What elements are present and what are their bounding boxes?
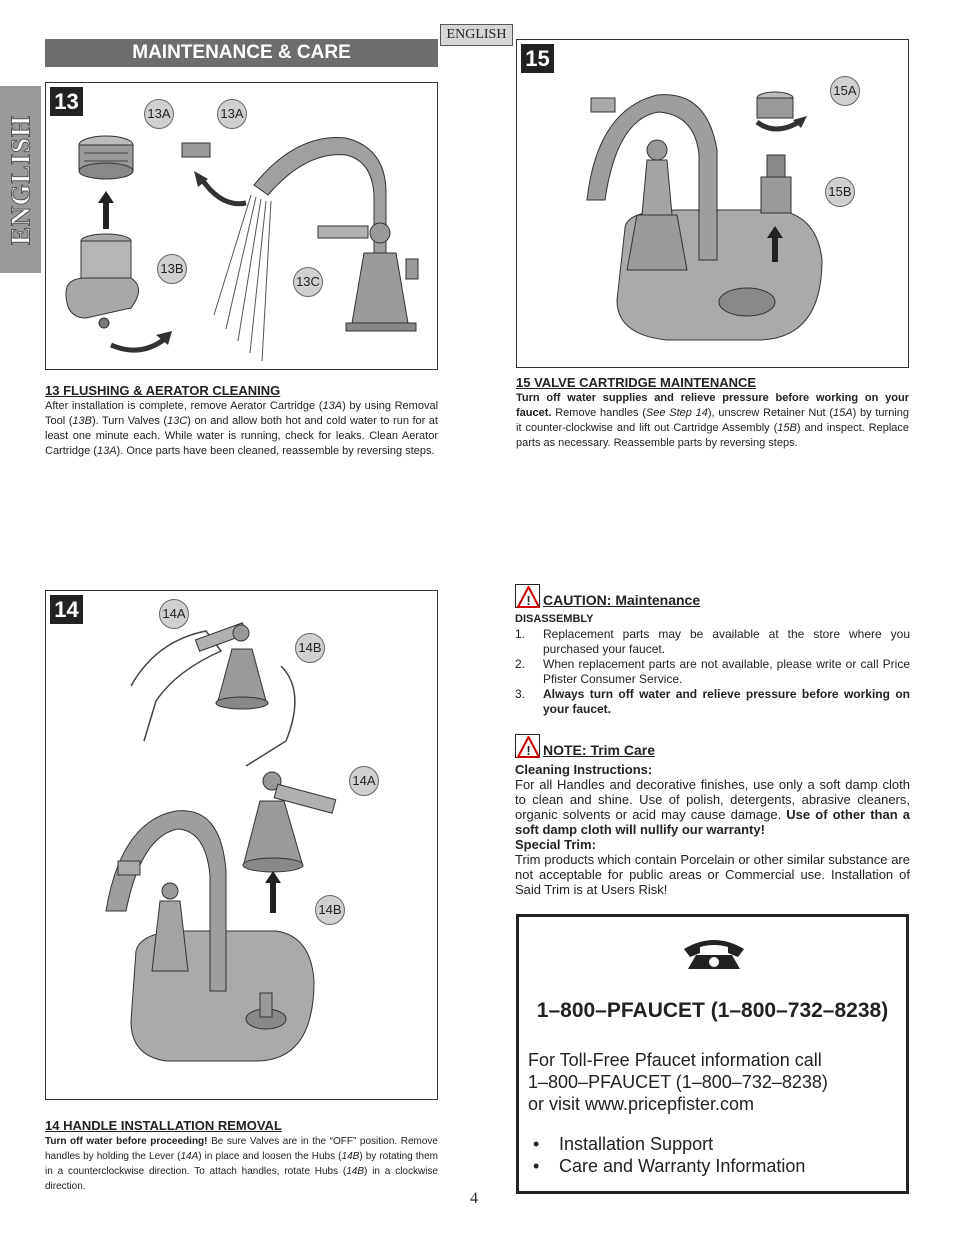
step-14-title: 14 HANDLE INSTALLATION REMOVAL: [45, 1118, 282, 1133]
side-tab-label: ENGLISH: [5, 114, 35, 245]
callout-15a: 15A: [830, 76, 860, 106]
note-heading: [515, 734, 910, 758]
step-15-number: 15: [521, 44, 554, 73]
step-13-number: 13: [50, 87, 83, 116]
callout-13a-1: 13A: [144, 99, 174, 129]
step-14-description: [45, 1118, 438, 1194]
step-15-illustration: [516, 39, 909, 368]
phone-number-headline: 1–800–PFAUCET (1–800–732–8238): [536, 999, 889, 1022]
callout-14b-2: 14B: [315, 895, 345, 925]
callout-14b-1: 14B: [295, 633, 325, 663]
list-item: 3. Always turn off water and relieve pressure before working on your faucet.: [515, 687, 910, 716]
warning-triangle-icon: [515, 734, 540, 758]
caution-heading: [515, 584, 910, 608]
callout-14a-1: 14A: [159, 599, 189, 629]
step-14-number: 14: [50, 595, 83, 624]
callout-13b: 13B: [157, 254, 187, 284]
special-trim-text: Trim products which contain Porcelain or other similar substance are not acceptable for public areas or Commercial use. Installation of Said Trim is at Users Risk!: [515, 852, 910, 897]
svg-text:!: !: [526, 743, 531, 758]
support-list: [533, 1133, 805, 1177]
website-link[interactable]: or visit www.pricepfister.com: [528, 1094, 755, 1114]
callout-15b: 15B: [825, 177, 855, 207]
list-item: 2. When replacement parts are not available, please write or call Price Pfister Consumer Service.: [515, 657, 910, 686]
note-title: NOTE: Trim Care: [543, 742, 656, 758]
list-item: • Installation Support: [533, 1133, 805, 1155]
step-15-description: [516, 375, 909, 451]
page-number: 4: [470, 1190, 478, 1207]
step-13-title: 13 FLUSHING & AERATOR CLEANING: [45, 383, 281, 398]
note-trim-care: [515, 734, 910, 897]
caution-maintenance: [515, 584, 910, 717]
step-13-description: [45, 383, 438, 459]
cleaning-instructions-text: For all Handles and decorative finishes, use only a soft damp cloth to clean and shine. Use of polish, detergents, abrasive cleaners, organic solvents or acid may cause damage. Use of other than a soft damp cloth will nullify our warranty!: [515, 777, 910, 837]
contact-box: [516, 914, 909, 1194]
special-trim-head: Special Trim:: [515, 837, 596, 852]
language-tag: ENGLISH: [440, 24, 513, 46]
svg-text:!: !: [526, 593, 531, 608]
disassembly-subhead: DISASSEMBLY: [515, 613, 594, 625]
step-14-body: Turn off water before proceeding! Be sure Valves are in the “OFF” position. Remove handles by holding the Lever (14A) in place and loosen the Hubs (14B) by rotating them in a counterclockwise direction. To attach handles, rotate Hubs (14B) in a clockwise direction.: [45, 1136, 439, 1192]
list-item: • Care and Warranty Information: [533, 1155, 805, 1177]
caution-title: CAUTION: Maintenance: [543, 592, 701, 608]
list-item: 1. Replacement parts may be available at the store where you purchased your faucet.: [515, 627, 910, 656]
callout-13a-2: 13A: [217, 99, 247, 129]
cleaning-instructions-head: Cleaning Instructions:: [515, 762, 653, 777]
step-15-body: Turn off water supplies and relieve pressure before working on your faucet. Remove handles (See Step 14), unscrew Retainer Nut (15A) by turning it counter-clockwise and lift out Cartridge Assembly (15B) and inspect. Replace parts as necessary. Reassemble parts by reversing steps.: [516, 392, 910, 449]
step-13-illustration: [45, 82, 438, 370]
step-15-title: 15 VALVE CARTRIDGE MAINTENANCE: [516, 375, 757, 390]
warning-triangle-icon: [515, 584, 540, 608]
handle-removal-drawing: [46, 591, 437, 1099]
callout-14a-2: 14A: [349, 766, 379, 796]
callout-13c: 13C: [293, 267, 323, 297]
contact-info: For Toll-Free Pfaucet information call 1–800–PFAUCET (1–800–732–8238) or visit www.pricepfister.com: [528, 1050, 828, 1114]
telephone-icon: [682, 935, 746, 971]
aerator-faucet-drawing: [46, 83, 437, 369]
step-13-body: After installation is complete, remove Aerator Cartridge (13A) by using Removal Tool (13B). Turn Valves (13C) on and allow both hot and cold water to run for at least one minute each. While water is running, check for leaks. Clean Aerator Cartridge (13A). Once parts have been cleaned, reassemble by reversing steps.: [45, 400, 439, 457]
side-language-tab: [0, 86, 41, 273]
disassembly-list: [515, 627, 910, 717]
section-header: MAINTENANCE & CARE: [45, 39, 438, 67]
step-14-illustration: [45, 590, 438, 1100]
